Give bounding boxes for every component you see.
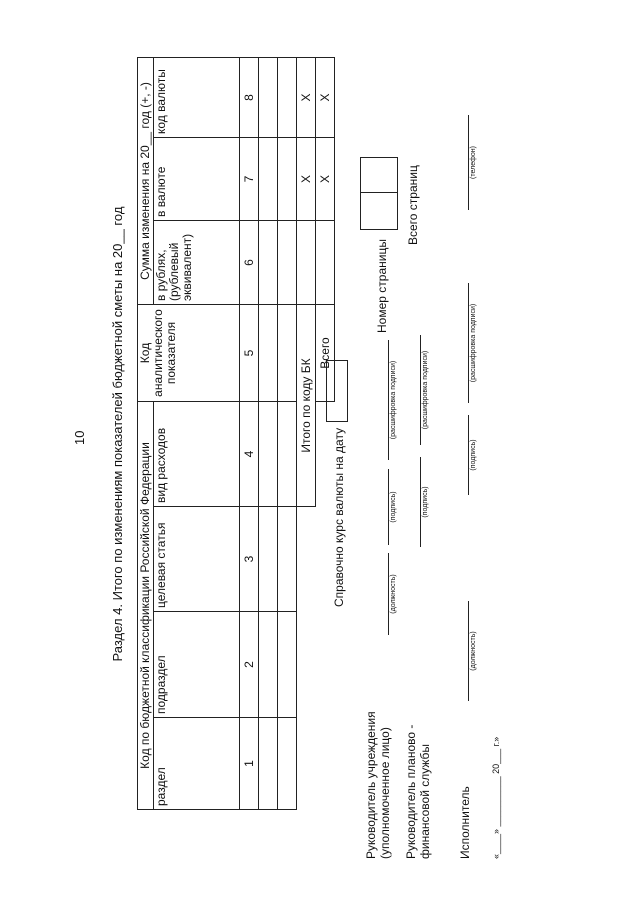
finance-decoding-caption: (расшифровка подписи) xyxy=(422,350,429,430)
table-row xyxy=(278,57,297,809)
finance-label: Руководитель планово - финансовой службы xyxy=(404,724,432,859)
cell-expense[interactable] xyxy=(259,402,278,507)
table-row xyxy=(259,57,278,809)
section-title: Раздел 4. Итого по изменениям показателей бюджетной сметы на 20__ год xyxy=(110,206,125,662)
total-bk-rub[interactable] xyxy=(297,221,316,305)
executor-label: Исполнитель xyxy=(458,786,472,859)
header-currency-code: код валюты xyxy=(154,57,240,137)
executor-signature-caption: (подпись) xyxy=(470,439,477,471)
executor-decoding-line[interactable] xyxy=(468,283,469,403)
total-pages-box[interactable] xyxy=(360,157,398,194)
header-analytic-code: Код аналитического показателя xyxy=(138,305,240,402)
total-code-x: X xyxy=(316,57,335,137)
header-currency: в валюте xyxy=(154,138,240,221)
column-number-row xyxy=(240,57,259,809)
header-expense: вид расходов xyxy=(154,402,240,507)
group-header-bk: Код по бюджетной классификации Российской Федерации xyxy=(138,402,154,810)
executor-decoding-caption: (расшифровка подписи) xyxy=(470,303,477,383)
col-number: 4 xyxy=(240,402,259,507)
finance-signature-caption: (подпись) xyxy=(422,486,429,518)
finance-decoding-line[interactable] xyxy=(420,335,421,445)
budget-changes-table xyxy=(137,57,335,810)
col-number: 2 xyxy=(240,612,259,718)
col-number: 8 xyxy=(240,57,259,137)
head-signature-line[interactable] xyxy=(388,469,389,545)
executor-phone-caption: (телефон) xyxy=(470,146,477,179)
cell-podrazdel[interactable] xyxy=(259,612,278,718)
cell-currency-code[interactable] xyxy=(278,57,297,137)
cell-expense[interactable] xyxy=(278,402,297,507)
head-label: Руководитель учреждения (уполномоченное лицо) xyxy=(364,711,392,859)
header-row-1 xyxy=(138,57,154,809)
cell-analytic[interactable] xyxy=(278,305,297,402)
cell-analytic[interactable] xyxy=(259,305,278,402)
cell-rub[interactable] xyxy=(259,221,278,305)
page-no-box[interactable] xyxy=(360,192,398,230)
col-number: 3 xyxy=(240,507,259,612)
header-rub: в рублях, (рублевый эквивалент) xyxy=(154,221,240,305)
head-position-line[interactable] xyxy=(388,553,389,635)
cell-currency[interactable] xyxy=(278,138,297,221)
head-decoding-line[interactable] xyxy=(388,340,389,460)
header-podrazdel: подраздел xyxy=(154,612,240,718)
page-no-label: Номер страницы xyxy=(375,239,389,333)
cell-currency[interactable] xyxy=(259,138,278,221)
total-currency-x: X xyxy=(316,138,335,221)
executor-phone-line[interactable] xyxy=(468,115,469,210)
cell-target[interactable] xyxy=(259,507,278,612)
head-label-wrap xyxy=(364,674,392,859)
total-bk-row xyxy=(297,57,316,809)
cell-currency-code[interactable] xyxy=(259,57,278,137)
cell-razdel[interactable] xyxy=(259,718,278,810)
col-number: 5 xyxy=(240,305,259,402)
cell-podrazdel[interactable] xyxy=(278,612,297,718)
total-bk-currency-x: X xyxy=(297,138,316,221)
header-row-2 xyxy=(154,57,240,809)
total-pages-label: Всего страниц xyxy=(406,165,420,245)
finance-label-wrap xyxy=(404,684,432,859)
col-number: 1 xyxy=(240,718,259,810)
exchange-rate-label: Справочно курс валюты на дату xyxy=(332,427,346,607)
executor-position-line[interactable] xyxy=(468,601,469,701)
group-header-sum: Сумма изменения на 20__ год (+, -) xyxy=(138,57,154,304)
budget-form-sheet xyxy=(110,65,640,865)
header-target: целевая статья xyxy=(154,507,240,612)
head-position-caption: (должность) xyxy=(390,574,397,614)
cell-rub[interactable] xyxy=(278,221,297,305)
exchange-rate-input[interactable] xyxy=(326,360,348,422)
finance-signature-line[interactable] xyxy=(420,457,421,547)
executor-position-caption: (должность) xyxy=(470,631,477,671)
executor-signature-line[interactable] xyxy=(468,415,469,495)
header-razdel: раздел xyxy=(154,718,240,810)
total-label: Всего xyxy=(316,305,335,402)
total-rub[interactable] xyxy=(316,221,335,305)
page-number: 10 xyxy=(72,430,87,445)
head-decoding-caption: (расшифровка подписи) xyxy=(390,360,397,440)
total-bk-label: Итого по коду БК xyxy=(297,305,316,507)
head-signature-caption: (подпись) xyxy=(390,491,397,523)
col-number: 6 xyxy=(240,221,259,305)
col-number: 7 xyxy=(240,138,259,221)
cell-razdel[interactable] xyxy=(278,718,297,810)
cell-target[interactable] xyxy=(278,507,297,612)
total-bk-code-x: X xyxy=(297,57,316,137)
date-line[interactable]: «____» __________ 20___ г.» xyxy=(491,736,501,859)
